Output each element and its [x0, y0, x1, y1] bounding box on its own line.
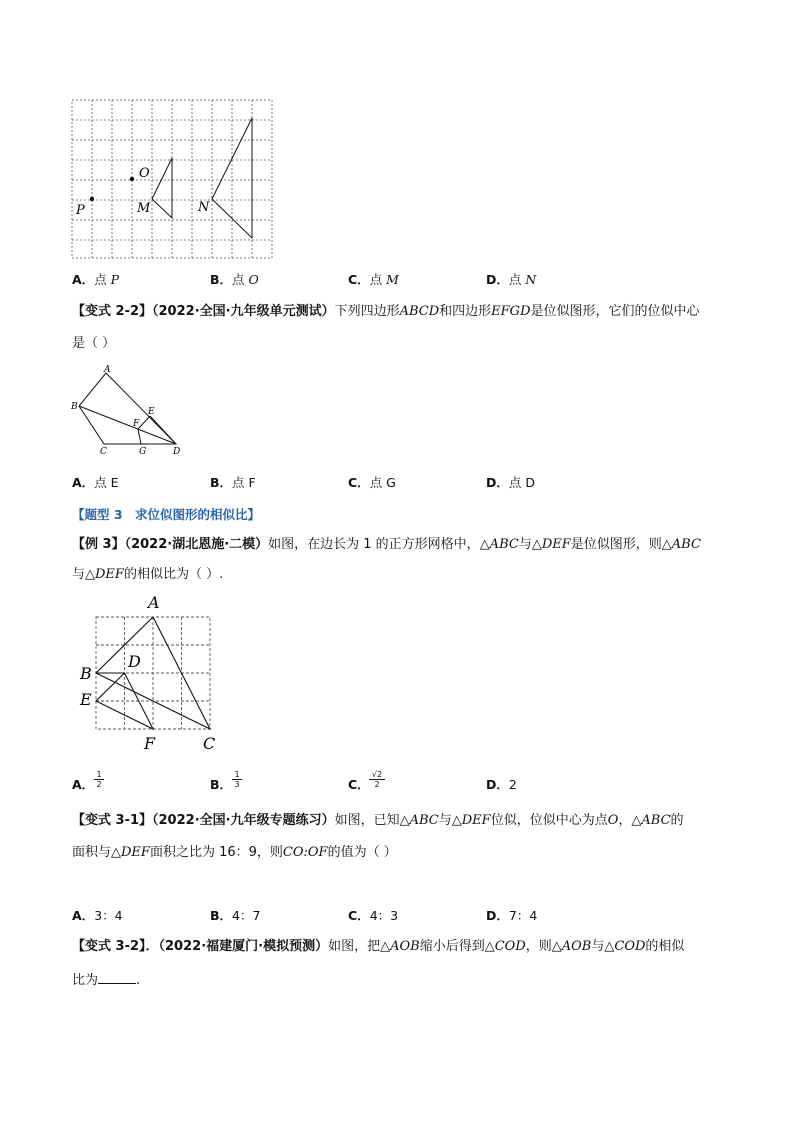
- option-d[interactable]: D．点 D: [486, 475, 535, 490]
- similar-triangles-grid-figure: [74, 592, 226, 756]
- option-b[interactable]: B．4：7: [210, 908, 261, 923]
- question-v32-line2: 比为 .: [72, 973, 141, 988]
- option-a[interactable]: A．: [72, 777, 95, 792]
- grid-figure-homothety-center: [66, 96, 278, 262]
- label-d: D: [173, 447, 181, 457]
- topic-3-heading: 【题型 3 求位似图形的相似比】: [72, 507, 261, 522]
- point-p-dot: [90, 197, 94, 201]
- label-b: B: [71, 402, 78, 412]
- label-f: F: [144, 734, 156, 753]
- option-d[interactable]: D．点 N: [486, 272, 537, 287]
- option-a[interactable]: A．点 P: [72, 272, 120, 287]
- label-b: B: [80, 664, 92, 683]
- label-c: C: [203, 734, 216, 753]
- label-p: P: [76, 203, 85, 218]
- quadrilateral-figure: [66, 364, 190, 460]
- option-c[interactable]: C．: [348, 777, 370, 792]
- label-o: O: [139, 166, 150, 181]
- small-triangle: [152, 158, 172, 218]
- label-g: G: [139, 447, 147, 457]
- label-d: D: [128, 652, 141, 671]
- question-ex3-line1: 【例 3】（2022·湖北恩施·二模）如图，在边长为 1 的正方形网格中，△ABC与△DEF是位似图形，则△ABC: [72, 537, 701, 552]
- label-a: A: [104, 365, 111, 375]
- answer-blank[interactable]: [98, 971, 136, 984]
- option-d[interactable]: D．7：4: [486, 908, 538, 923]
- option-b[interactable]: B．点 F: [210, 475, 256, 490]
- fraction-b: 1 3: [232, 770, 242, 789]
- label-f: F: [133, 419, 140, 429]
- question-v22-line1: 【变式 2-2】（2022·全国·九年级单元测试）下列四边形ABCD和四边形EFGD是位似图形，它们的位似中心: [72, 304, 700, 319]
- point-o-dot: [130, 177, 134, 181]
- option-b[interactable]: B．: [210, 777, 233, 792]
- fraction-a: 1 2: [94, 770, 104, 789]
- label-n: N: [198, 200, 210, 215]
- label-a: A: [148, 593, 160, 612]
- label-e: E: [80, 690, 92, 709]
- option-c[interactable]: C．点 M: [348, 272, 399, 287]
- label-e: E: [148, 407, 155, 417]
- question-ex3-line2: 与△DEF的相似比为（ ）.: [72, 567, 224, 582]
- triangle-def: [96, 673, 153, 729]
- question-v31-line2: 面积与△DEF面积之比为 16：9，则CO:OF的值为（ ）: [72, 845, 397, 860]
- option-a[interactable]: A．3：4: [72, 908, 123, 923]
- label-c: C: [100, 447, 107, 457]
- fraction-c: √2 2: [369, 770, 385, 789]
- option-a[interactable]: A．点 E: [72, 475, 119, 490]
- option-d[interactable]: D．2: [486, 777, 517, 792]
- question-v31-line1: 【变式 3-1】（2022·全国·九年级专题练习）如图，已知△ABC与△DEF位似，位似中心为点O，△ABC的: [72, 813, 684, 828]
- question-v32-line1: 【变式 3-2】．（2022·福建厦门·模拟预测）如图，把△AOB缩小后得到△COD，则△AOB与△COD的相似: [72, 939, 685, 954]
- option-c[interactable]: C．点 G: [348, 475, 396, 490]
- option-b[interactable]: B．点 O: [210, 272, 259, 287]
- label-m: M: [137, 201, 151, 216]
- question-v22-line2: 是（ ）: [72, 336, 116, 351]
- option-c[interactable]: C．4：3: [348, 908, 399, 923]
